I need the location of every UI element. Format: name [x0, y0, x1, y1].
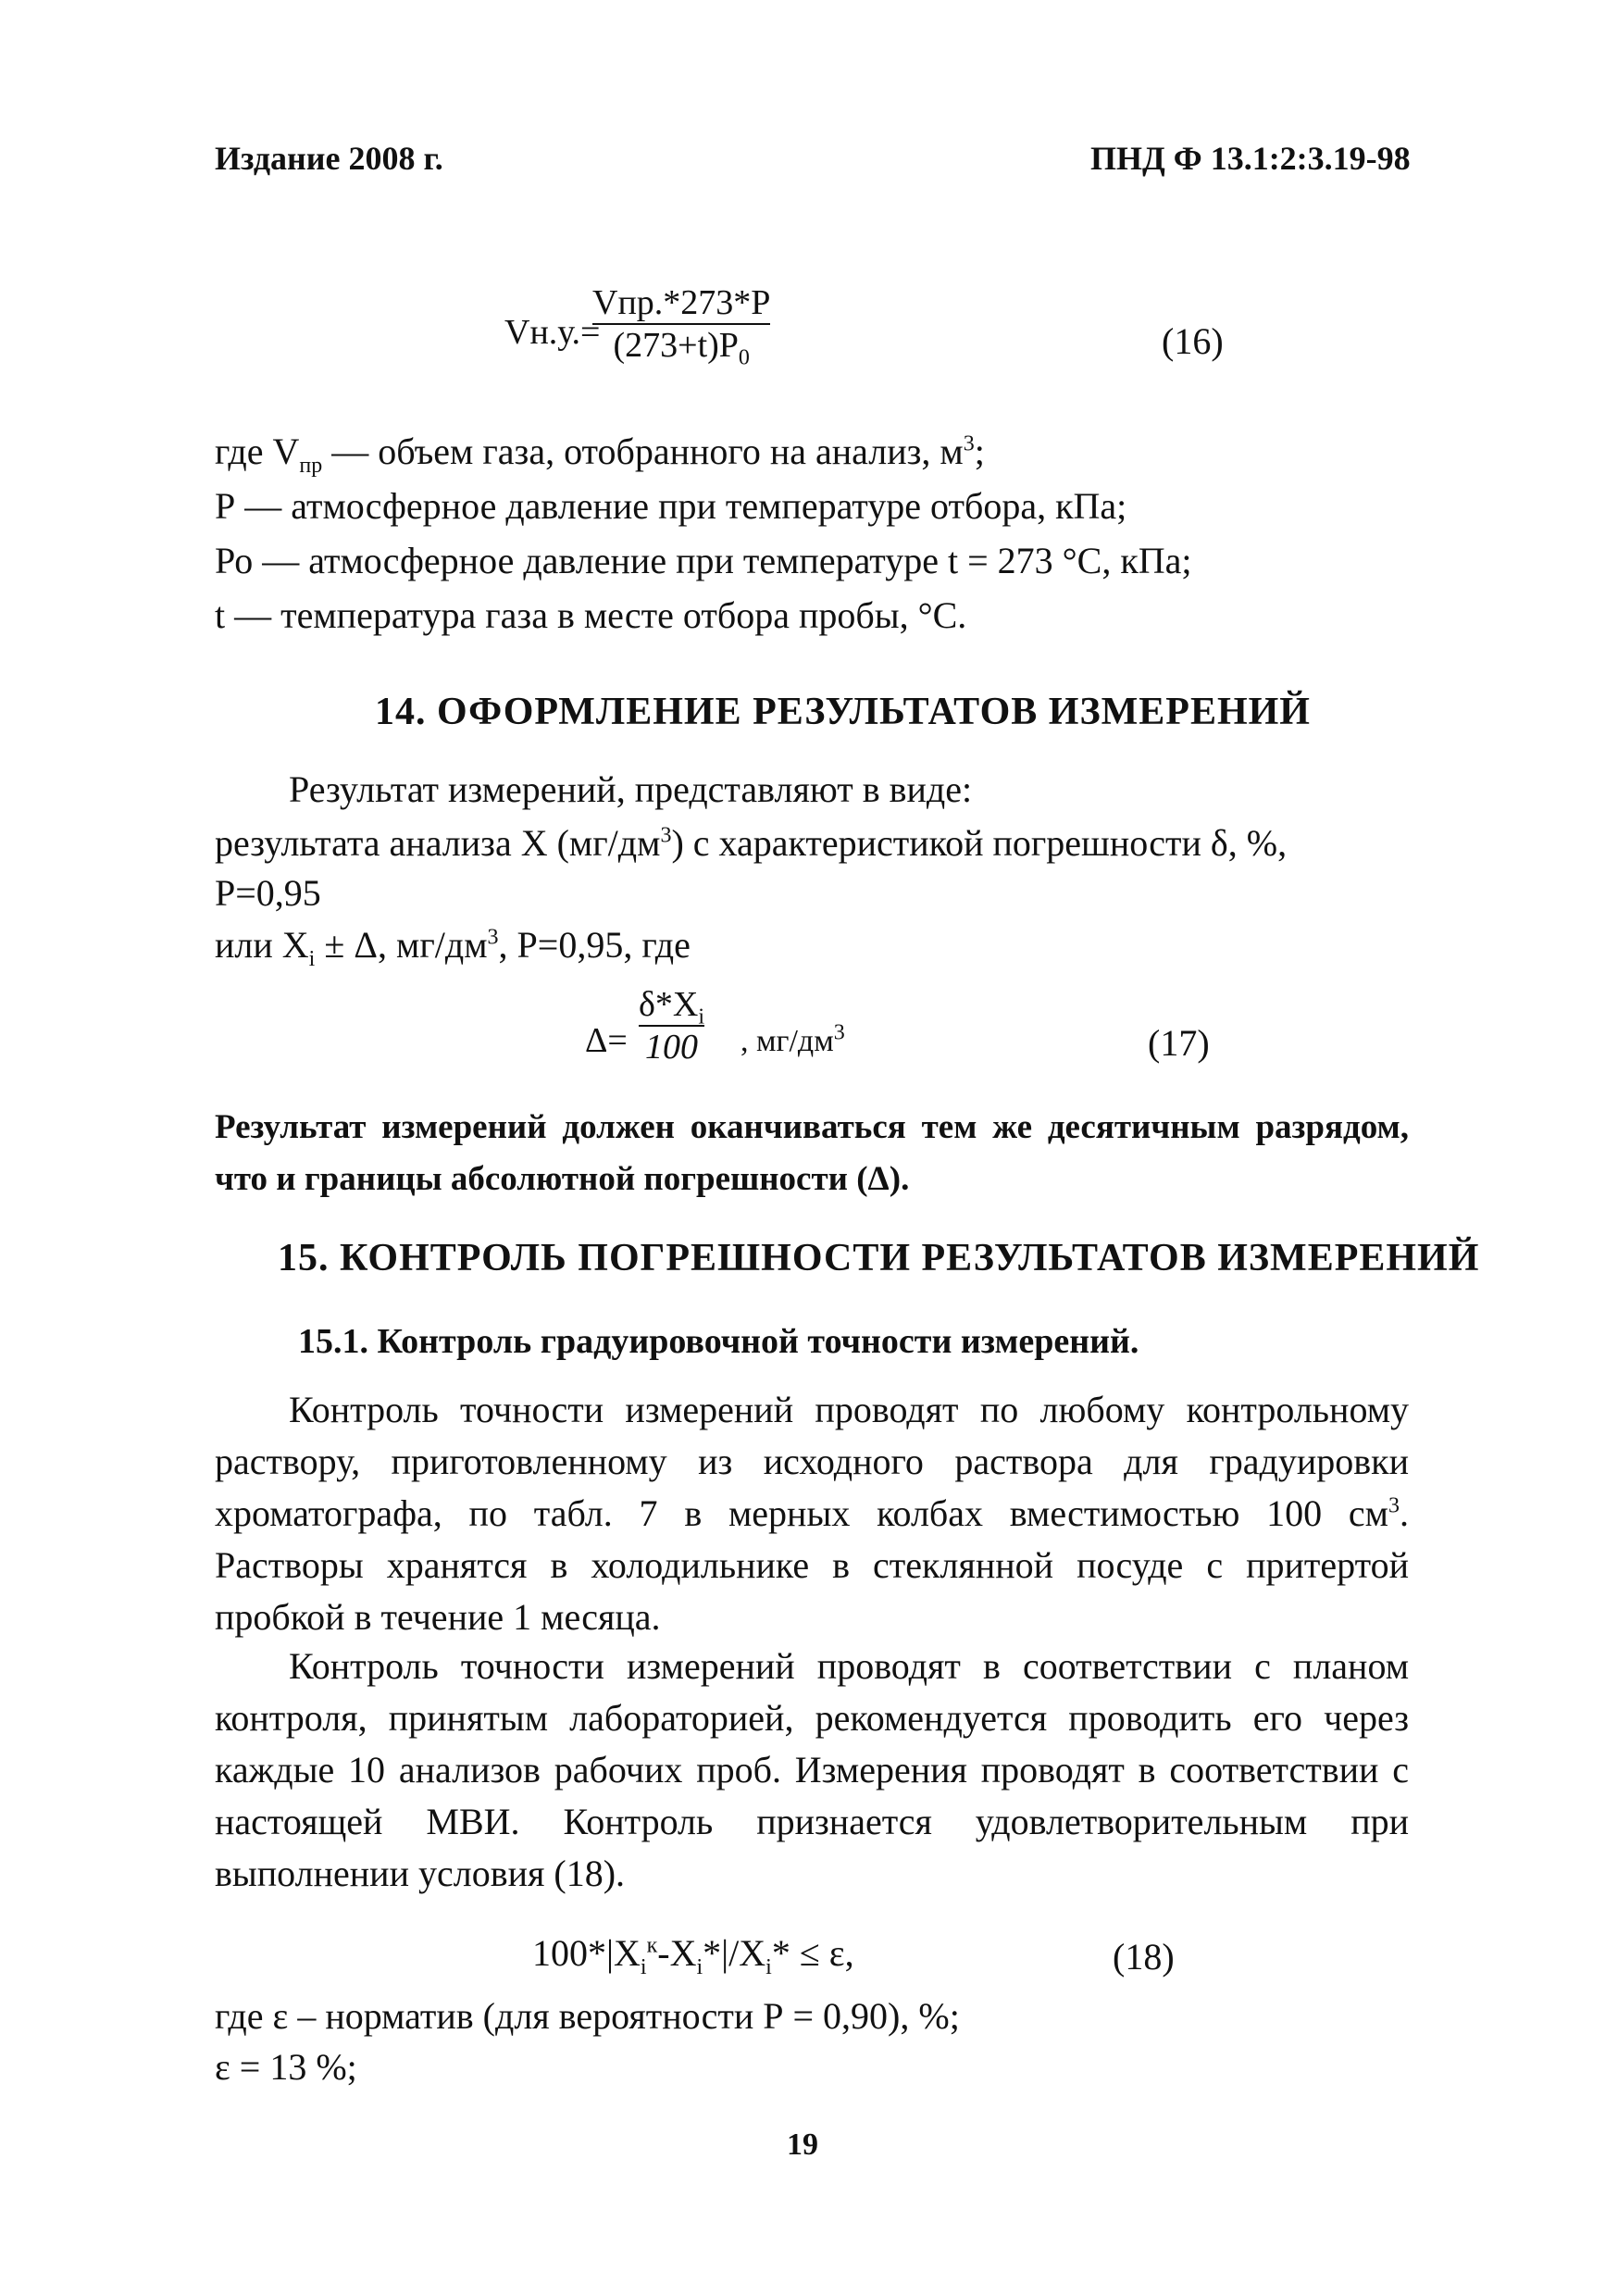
def-sub: пр [299, 454, 323, 478]
section-14-note: Результат измерений должен оканчиваться тем же десятичным разрядом, что и границы абсолютной погрешности (Δ). [215, 1108, 1409, 1198]
def-text: — объем газа, отобранного на анализ, м [322, 430, 964, 472]
def-sup: 3 [963, 431, 975, 456]
section-14-line-3 [215, 919, 691, 970]
definition-p: Р — атмосферное давление при температуре отбора, кПа; [215, 485, 1127, 527]
formula-16-fraction [592, 282, 771, 370]
section-14-line-2: Р=0,95 [215, 872, 321, 914]
equation-number-16: (16) [1162, 320, 1224, 362]
f18-part: 100*|Х [532, 1932, 641, 1974]
subsection-15-1-title: 15.1. Контроль градуировочной точности измерений. [298, 1322, 1139, 1361]
section-14-intro: Результат измерений, представляют в виде: [289, 768, 973, 810]
line-3-sub: i [308, 947, 316, 971]
f18-part: * ≤ ε, [771, 1932, 854, 1974]
paragraph-1-sup: 3 [1388, 1493, 1400, 1518]
definition-po: Ро — атмосферное давление при температуре t = 273 °С, кПа; [215, 540, 1192, 581]
formula-17-unit-text: , мг/дм [741, 1024, 834, 1058]
line-3-text-b: ± Δ, мг/дм [315, 924, 488, 966]
equation-number-18: (18) [1113, 1936, 1175, 1978]
line-1-part-a [215, 817, 1287, 868]
paragraph-1-text: Контроль точности измерений проводят по любому контрольному раствору, приготовленному из исходного раствора для градуировки хроматографа, по табл. 7 в мерных колбах вместимостью 100 см [215, 1389, 1409, 1534]
def-text: ; [974, 430, 985, 472]
f18-part: -Х [657, 1932, 697, 1974]
document-code: ПНД Ф 13.1:2:3.19-98 [1090, 140, 1411, 177]
line-1-text-b: ) с характеристикой погрешности δ, %, [671, 822, 1288, 864]
edition-label: Издание 2008 г. [215, 140, 443, 177]
formula-17-numerator-sub: i [698, 1004, 705, 1029]
f18-sub: i [696, 1955, 703, 1979]
formula-17-denominator: 100 [645, 1028, 699, 1067]
definition-epsilon-value: ε = 13 %; [215, 2046, 357, 2088]
formula-17-lhs: Δ= [585, 1021, 628, 1060]
line-3-text-c: , Р=0,95, где [498, 924, 691, 966]
section-15-title: 15. КОНТРОЛЬ ПОГРЕШНОСТИ РЕЗУЛЬТАТОВ ИЗМЕРЕНИЙ [278, 1237, 1480, 1279]
section-14-title: 14. ОФОРМЛЕНИЕ РЕЗУЛЬТАТОВ ИЗМЕРЕНИЙ [375, 691, 1311, 733]
line-3-text: или Х [215, 924, 309, 966]
f18-part: *|/Х [703, 1932, 766, 1974]
line-1-text: результата анализа Х (мг/дм [215, 822, 661, 864]
formula-18 [532, 1928, 854, 1978]
equation-number-17: (17) [1148, 1022, 1210, 1064]
formula-17-numerator [639, 984, 705, 1029]
section-15-paragraph-2: Контроль точности измерений проводят в соответствии с планом контроля, принятым лабораторией, рекомендуется проводить его через каждые 10 анализов рабочих проб. Измерения проводят в соответствии с настоящей МВИ. Контроль признается удовлетворительным при выполнении условия (18). [215, 1645, 1409, 1894]
formula-16-numerator: Vпр.*273*P [592, 283, 771, 322]
formula-17-fraction [639, 984, 704, 1067]
page-number: 19 [787, 2128, 818, 2162]
section-14-line-1 [215, 817, 1409, 868]
section-15-paragraph-1 [215, 1384, 1409, 1643]
formula-16-denominator [613, 325, 750, 370]
formula-17-unit-sup: 3 [833, 1020, 845, 1045]
def-text: где V [215, 430, 300, 472]
definition-epsilon: где ε – норматив (для вероятности Р = 0,90), %; [215, 1995, 960, 2037]
formula-16-denominator-text: (273+t)P [613, 326, 739, 365]
line-3-sup: 3 [487, 925, 499, 950]
definition-t: t — температура газа в месте отбора пробы, °С. [215, 594, 967, 636]
formula-17-numerator-text: δ*Х [639, 985, 699, 1024]
line-1-sup: 3 [660, 823, 672, 848]
f18-sub: i [765, 1955, 772, 1979]
formula-16-denominator-sub: 0 [738, 345, 750, 370]
definition-v-pr [215, 426, 985, 477]
formula-17-unit [741, 1016, 845, 1067]
f18-sub: i [640, 1955, 647, 1979]
f18-sup: к [646, 1933, 658, 1958]
formula-16-lhs: Vн.у.= [504, 313, 601, 352]
paragraph-1-text-b: . Растворы хранятся в холодильнике в стеклянной посуде с притертой пробкой в течение 1 месяца. [215, 1492, 1409, 1638]
